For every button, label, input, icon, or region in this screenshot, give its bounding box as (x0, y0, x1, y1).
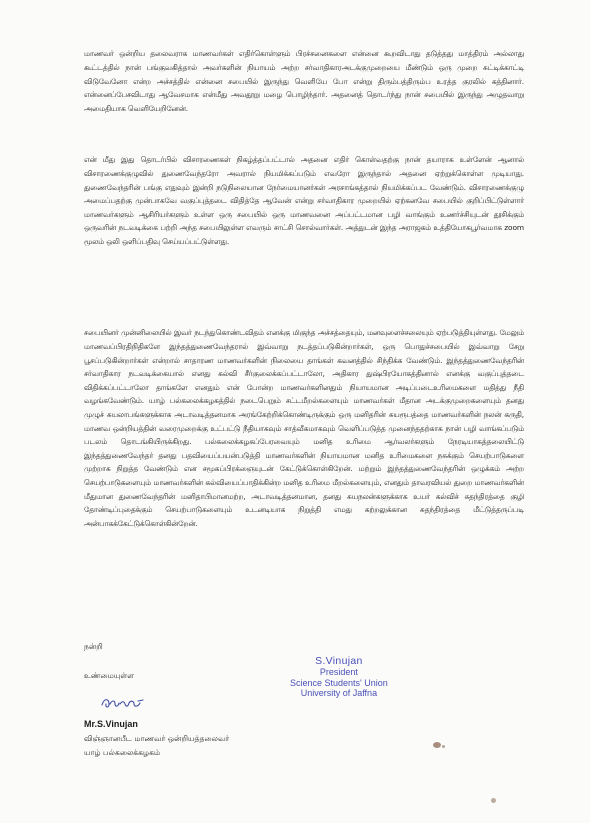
stamp-university: University of Jaffna (300, 688, 378, 699)
paper-stain (491, 798, 496, 803)
stamp-title: President (319, 666, 358, 677)
closing-thanks: நன்றி (84, 642, 103, 651)
stamp-union: Science Students' Union (290, 677, 388, 688)
signatory-name: Mr.S.Vinujan (84, 719, 138, 729)
handwritten-signature (100, 692, 146, 712)
closing-sincerely: உண்மையுள்ள (84, 671, 135, 680)
stamp-name: S.Vinujan (315, 655, 363, 667)
signatory-role: விஞ்ஞானபீட மாணவர் ஒன்றியத்தலைவர் (84, 734, 230, 743)
paper-stain (433, 742, 441, 748)
body-paragraph-3: சபையினர் முன்னிலையில் இவர் நடந்துகொண்டவிதம் எனக்கு மிகுந்த அச்சத்தையும், மனவுளைச்சலையும் ஏற்படுத்தியுள்ளது. மேலும் மாணவப்பிரதிநிதிகளே இந்தத்துணைவேந்தரால் இவ்வாறு நடத்தப்படுகின்றார்கள், ஒரு பொதுச்சபையில் இவ்வாறு சேறு பூசப்படுகின்றார்கள் என்றால் சாதாரண மாணவர்களின் நிலையை தாங்கள் கவனத்தில் சிந்திக்க வேண்டும். இந்தத்துணைவேந்தரின் சர்வாதிகார நடவடிக்கையால் எனது கல்வி சீர்குலைக்கப்பட்டாலோ, அதிகார துஷ்பிரயோகத்தினால் எனக்கு வகுப்புத்தடை விதிக்கப்பட்டாலோ தாங்களே எனதும் என் போன்ற மாணவர்களினதும் நியாயமான அடிப்படைஉரிமைகளை மதித்து நீதி வழங்கவேண்டும். யாழ் பல்கலைக்கழகத்தில் நடைபெறும் சட்டமீறல்களையும் மாணவர்கள் மீதான அடக்குமுறைகளையும் தனது முழுச் சுயலாபங்களுக்காக அடாவடித்தனமாக அரங்கேற்றிக்கொண்டிருக்கும் ஒரு மனிதரின் சுயரூபத்தை மாணவர்களின் நலன் கருதி, மாணவ ஒன்றியத்தின் வரைமுறைக்கு உட்பட்டு நீதியாகவும் சாத்வீகமாகவும் வெளிப்படுத்த முனைந்ததற்காக நான் பழி வாங்கப்படும் படலம் தொடங்கியிருக்கிறது. பல்கலைக்கழகப்பேரவையும் மனித உரிமை ஆர்வலர்களும் நேரடியாகத்தலையிட்டு இந்தத்துணைவேந்தர் தனது பதவியைப்பயன்படுத்தி மாணவர்களின் நியாயமான மனித உரிமைகளை நசுக்கும் செயற்பாடுகளை முற்றாக நிறுத்த வேண்டும் என சமூகப்பிரக்ஞையுடன் கேட்டுக்கொள்கிறேன். மற்றும் இந்தத்துணைவேந்தரின் ஒழுக்கம் அற்ற செயற்பாடுகளையும் மாணவர்களின் கல்வியைப்பாதிக்கின்ற மனித உரிமை மீறல்களையும், எனதும் தாவரவியல் துறை மாணவர்களின் மீதுமான துணைவேந்தரின் மனிதாபிமானமற்ற, அடாவடித்தனமான, தனது சுயநலன்களுக்காக உயர் கல்விச் சுதந்திரத்தை குழி தோண்டிப்புதைக்கும் செயற்பாடுகளையும் உடனடியாக நிறுத்தி எமது கற்றலுக்கான சுதந்திரத்தை மீட்டுத்தருப்படி அன்பாகக்கேட்டுக்கொள்கின்றேன். (84, 328, 524, 528)
body-paragraph-2: என் மீது இது தொடர்பில் விசாரணைகள் நிகழ்த்தப்பட்டால் அதனை எதிர் கொள்வதற்கு நான் தயாராக உள்ளேன் ஆனால் விசாரணைக்குழுவில் துணைவேந்தரோ அவரால் நியமிக்கப்படும் எவரோ இருந்தால் அதனை ஏற்றுக்கொள்ள முடியாது. துணைவேந்தரின் பங்கு எதுவும் இன்றி நடுநிலையான நேர்மையானர்கள் அரசாங்கத்தால் நியமிக்கப்பட வேண்டும். விசாரணைக்குழு அமைப்பதற்கு முன்பாகவே வகுப்புத்தடை விதித்தே ஆவேன் என்று சர்வாதிகார முறையில் ஏற்கனவே சபையில் குறிப்பிட்டுள்ளார் மாணவர்களும் ஆசிரியர்களும் உள்ள ஒரு சபையில் ஒரு மாணவனை அப்பட்டமான பழி வாங்கும் உணர்ச்சியுடன் தூசிக்கும் ஒருவரின் நடவடிக்கை பற்றி அந்த சபையிலுள்ள எவரும் சாட்சி சொல்வார்கள். அத்துடன் இந்த அராஜகம் உத்தியோகபூர்வமாக zoom மூலம் ஒலி ஒளிப்பதிவு செய்யப்பட்டுள்ளது. (84, 155, 524, 246)
signatory-university: யாழ் பல்கலைக்கழகம் (84, 748, 161, 757)
official-stamp (290, 656, 388, 699)
paper-stain (442, 745, 445, 748)
body-paragraph-1: மாணவர் ஒன்றிய தலைவராக மாணவர்கள் எதிர்கொள்ளும் பிரச்சனைகளை என்னை கூறவிடாது தடுத்தது மாத்திரம் அல்லாது கூட்டத்தில் நான் பங்குவகித்தால் அவர்களின் நியாயம் அற்ற சர்வாதிகாரஅடக்குமுறையை மீண்டும் ஒரு முறை சுட்டிக்காட்டி விடுவேனோ என்ற அச்சத்தில் என்னை சபையில் இருந்து வெளியே போ என்று திரும்பத்திரும்ப உரத்த குரலில் கத்தினார். என்னைப்பேசவிடாது ஆவேசமாக என்மீது அவதூறு மழை பொழிந்தார். அதனைத் தொடர்ந்து நான் சபையில் இருந்து அழுதவாறு அமைதியாக வெளியேறினேன். (84, 49, 524, 113)
